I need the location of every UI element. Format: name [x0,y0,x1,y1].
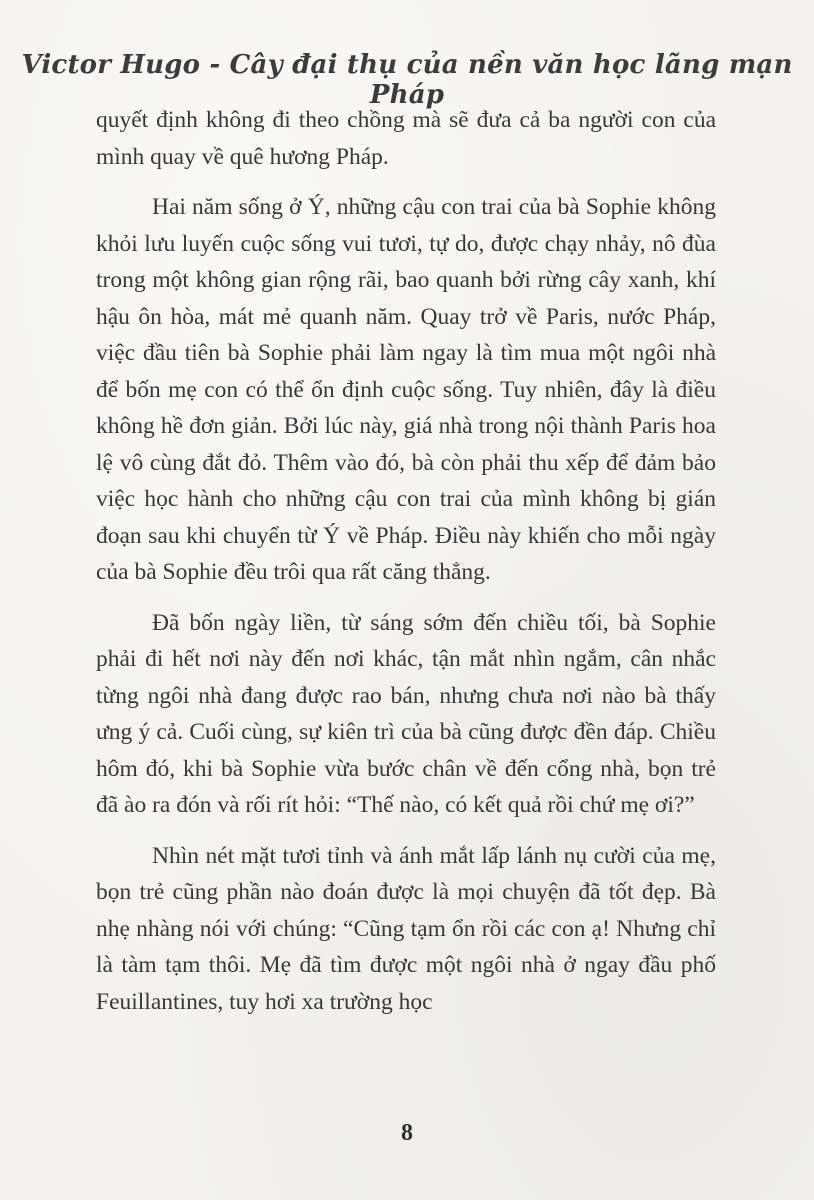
paragraph: Đã bốn ngày liền, từ sáng sớm đến chiều tối, bà Sophie phải đi hết nơi này đến nơi khác, tận mắt nhìn ngắm, cân nhắc từng ngôi nhà đang được rao bán, nhưng chưa nơi nào bà thấy ưng ý cả. Cuối cùng, sự kiên trì của bà cũng được đền đáp. Chiều hôm đó, khi bà Sophie vừa bước chân về đến cổng nhà, bọn trẻ đã ào ra đón và rối rít hỏi: “Thế nào, có kết quả rồi chứ mẹ ơi?” [96,609,716,818]
page-number: 8 [401,1120,413,1146]
running-header: Victor Hugo - Cây đại thụ của nền văn học lãng mạn Pháp [21,50,793,110]
paragraph: Hai năm sống ở Ý, những cậu con trai của bà Sophie không khỏi lưu luyến cuộc sống vui tươi, tự do, được chạy nhảy, nô đùa trong một không gian rộng rãi, bao quanh bởi rừng cây xanh, khí hậu ôn hòa, mát mẻ quanh năm. Quay trở về Paris, nước Pháp, việc đầu tiên bà Sophie phải làm ngay là tìm mua một ngôi nhà để bốn mẹ con có thể ổn định cuộc sống. Tuy nhiên, đây là điều không hề đơn giản. Bởi lúc này, giá nhà trong nội thành Paris hoa lệ vô cùng đắt đỏ. Thêm vào đó, bà còn phải thu xếp để đảm bảo việc học hành cho những cậu con trai của mình không bị gián đoạn sau khi chuyển từ Ý về Pháp. Điều này khiến cho mỗi ngày của bà Sophie đều trôi qua rất căng thẳng. [96,194,716,585]
paragraph: quyết định không đi theo chồng mà sẽ đưa cả ba người con của mình quay về quê hương Pháp. [96,107,716,170]
page-body [96,102,716,1034]
paragraph: Nhìn nét mặt tươi tỉnh và ánh mắt lấp lánh nụ cười của mẹ, bọn trẻ cũng phần nào đoán được là mọi chuyện đã tốt đẹp. Bà nhẹ nhàng nói với chúng: “Cũng tạm ổn rồi các con ạ! Nhưng chỉ là tàm tạm thôi. Mẹ đã tìm được một ngôi nhà ở ngay đầu phố Feuillantines, tuy hơi xa trường học [96,842,716,1015]
